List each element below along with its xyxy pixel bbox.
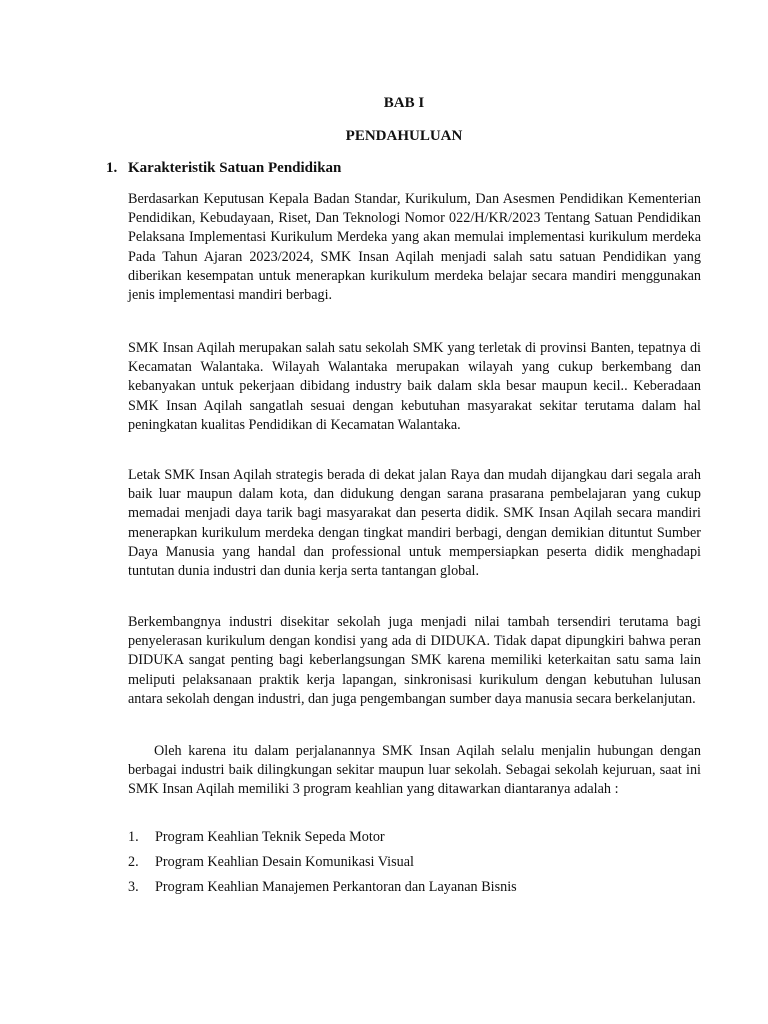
paragraph-2: SMK Insan Aqilah merupakan salah satu sekolah SMK yang terletak di provinsi Banten, tepatnya di Kecamatan Walantaka. Wilayah Walantaka merupakan wilayah yang cukup berkembang dan kebanyakan untuk pekerjaan dibidang industry baik dalam skla besar maupun kecil.. Keberadaan SMK Insan Aqilah sangatlah sesuai dengan kebutuhan masyarakat sekitar terutama dalam hal peningkatan kualitas Pendidikan di Kecamatan Walantaka. xyxy=(128,340,701,433)
section-title: Karakteristik Satuan Pendidikan xyxy=(128,160,342,176)
list-item-index: 3. xyxy=(128,879,139,895)
program-list xyxy=(128,828,517,903)
list-item xyxy=(128,878,517,903)
list-item xyxy=(128,828,517,853)
paragraph-5: Oleh karena itu dalam perjalanannya SMK Insan Aqilah selalu menjalin hubungan dengan berbagai industri baik dilingkungan sekitar maupun luar sekolah. Sebagai sekolah kejuruan, saat ini SMK Insan Aqilah memiliki 3 program keahlian yang ditawarkan diantaranya adalah : xyxy=(128,743,701,798)
list-item xyxy=(128,853,517,878)
list-item-index: 2. xyxy=(128,854,139,870)
list-item-label: Program Keahlian Teknik Sepeda Motor xyxy=(155,829,385,845)
section-heading xyxy=(106,160,341,177)
chapter-title: PENDAHULUAN xyxy=(345,128,463,144)
chapter-number: BAB I xyxy=(383,95,425,111)
list-item-label: Program Keahlian Manajemen Perkantoran dan Layanan Bisnis xyxy=(155,879,517,895)
list-item-index: 1. xyxy=(128,829,139,845)
list-item-label: Program Keahlian Desain Komunikasi Visual xyxy=(155,854,414,870)
paragraph-1: Berdasarkan Keputusan Kepala Badan Standar, Kurikulum, Dan Asesmen Pendidikan Kementerian Pendidikan, Kebudayaan, Riset, Dan Teknologi Nomor 022/H/KR/2023 Tentang Satuan Pendidikan Pelaksana Implementasi Kurikulum Merdeka yang akan memulai implementasi kurikulum merdeka Pada Tahun Ajaran 2023/2024, SMK Insan Aqilah menjadi salah satu satuan Pendidikan yang diberikan kesempatan untuk menerapkan kurikulum merdeka belajar secara mandiri menggunakan jenis implementasi mandiri berbagi. xyxy=(128,191,701,304)
section-number: 1. xyxy=(106,160,118,176)
paragraph-3: Letak SMK Insan Aqilah strategis berada di dekat jalan Raya dan mudah dijangkau dari segala arah baik luar maupun dalam kota, dan didukung dengan sarana prasarana pembelajaran yang cukup memadai menjadi daya tarik bagi masyarakat dan peserta didik. SMK Insan Aqilah secara mandiri menerapkan kurikulum merdeka dengan tingkat mandiri berbagi, dengan demikian dituntut Sumber Daya Manusia yang handal dan professional untuk mempersiapkan peserta didik menghadapi tuntutan dunia industri dan dunia kerja serta tantangan global. xyxy=(128,467,701,580)
paragraph-4: Berkembangnya industri disekitar sekolah juga menjadi nilai tambah tersendiri terutama bagi penyelerasan kurikulum dengan kondisi yang ada di DIDUKA. Tidak dapat dipungkiri bahwa peran DIDUKA sangat penting bagi keberlangsungan SMK karena memiliki keterkaitan satu sama lain meliputi pelaksanaan praktik kerja lapangan, sinkronisasi kurikulum dengan kebutuhan lulusan antara sekolah dengan industri, dan juga pengembangan sumber daya manusia secara berkelanjutan. xyxy=(128,614,701,707)
